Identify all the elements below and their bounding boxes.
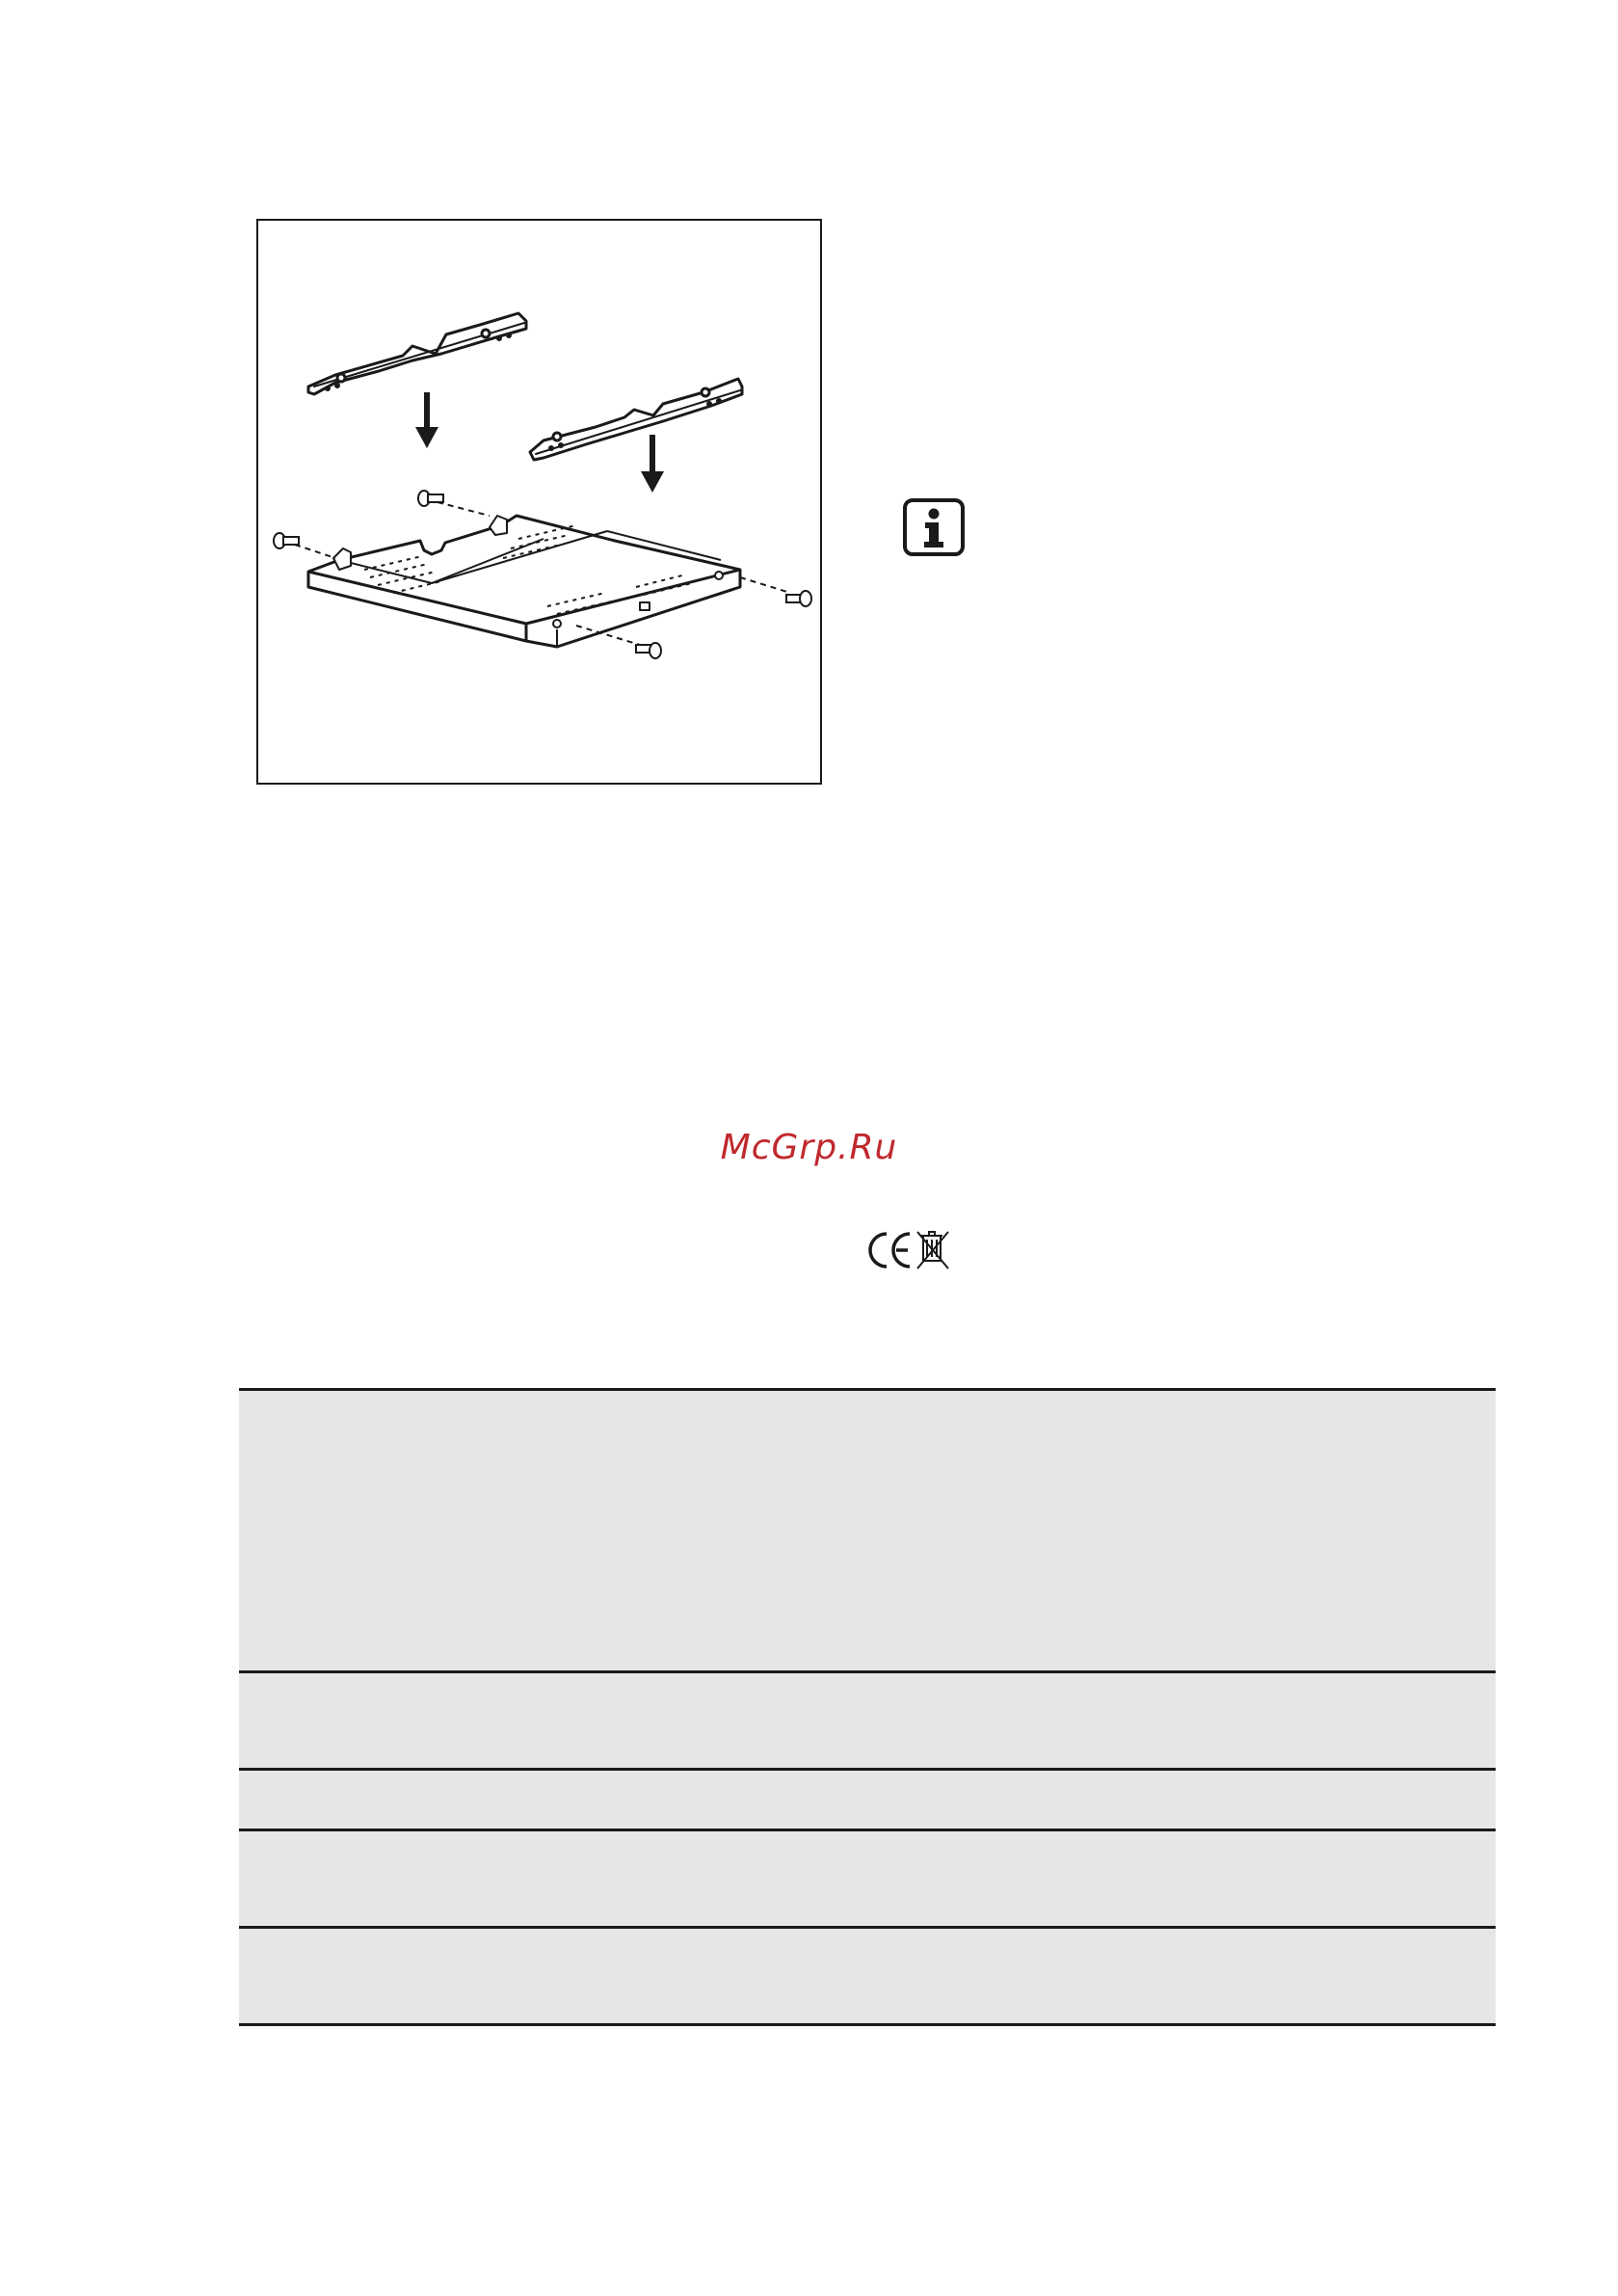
installation-diagram-icon xyxy=(258,221,820,783)
table-row xyxy=(239,1768,1496,1829)
screw-4 xyxy=(636,643,661,658)
table-row xyxy=(239,1388,1496,1670)
table-row xyxy=(239,1670,1496,1768)
drawer-base xyxy=(308,516,740,647)
compliance-marks xyxy=(865,1228,962,1272)
screw-1 xyxy=(274,533,299,548)
installation-figure xyxy=(256,219,822,785)
table-row xyxy=(239,1829,1496,1926)
table-row xyxy=(239,1926,1496,2026)
crossed-bin-icon xyxy=(917,1232,948,1268)
watermark-text: McGrp.Ru xyxy=(720,1128,898,1167)
ce-mark-icon xyxy=(870,1234,910,1267)
info-icon xyxy=(902,497,966,557)
spec-table xyxy=(239,1388,1496,2026)
upper-rail-left xyxy=(308,313,526,394)
screw-2 xyxy=(418,491,443,506)
upper-rail-right xyxy=(530,379,742,460)
screw-3 xyxy=(786,591,811,606)
